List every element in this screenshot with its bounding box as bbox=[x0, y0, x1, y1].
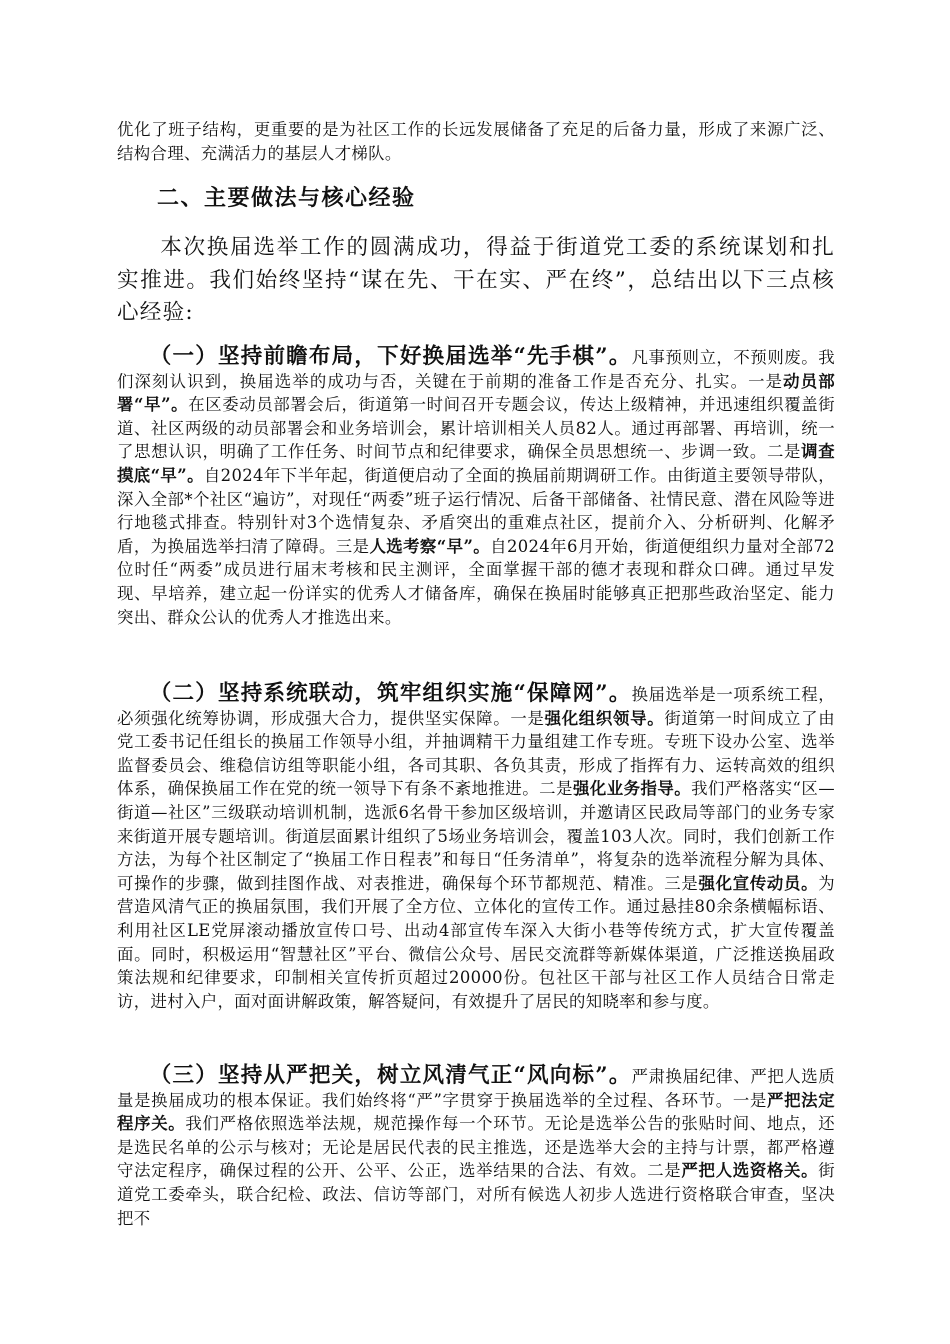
intro-paragraph: 本次换届选举工作的圆满成功，得益于街道党工委的系统谋划和扎实推进。我们始终坚持“谋在先、干在实、严在终”，总结出以下三点核心经验: bbox=[117, 235, 835, 326]
section-2-bold-3: 强化宣传动员。 bbox=[698, 873, 819, 893]
section-3-text-3: 街道党工委牵头，联合纪检、政法、信访等部门，对所有候选人初步人选进行资格联合审查，坚决把不 bbox=[117, 1161, 835, 1228]
section-2-text-1: 换届选举是一项系统工程，必须强化统筹协调，形成强大合力，提供坚实保障。一是 bbox=[117, 685, 835, 728]
section-2-text-4: 为营造风清气正的换届氛围，我们开展了全方位、立体化的宣传工作。通过悬挂80余条横幅标语、利用社区LE党屏滚动播放宣传口号、出动4部宣传车深入大街小巷等传统方式，扩大宣传覆盖面。同时，积极运用“智慧社区”平台、微信公众号、居民交流群等新媒体渠道，广泛推送换届政策法规和纪律要求，印制相关宣传折页超过20000份。包社区干部与社区工作人员结合日常走访，进村入户，面对面讲解政策，解答疑问，有效提升了居民的知晓率和参与度。 bbox=[117, 873, 835, 1011]
section-1-bold-1: 动员部署“早”。 bbox=[117, 371, 835, 415]
section-1-bold-2: 调查摸底“早”。 bbox=[117, 442, 836, 485]
section-3-bold-1: 严把法定程序关。 bbox=[117, 1090, 836, 1134]
section-1-bold-3: 人选考察“早”。 bbox=[369, 536, 491, 556]
section-1-paragraph bbox=[117, 345, 835, 629]
section-2-bold-2: 强化业务指导。 bbox=[572, 779, 692, 799]
section-3-paragraph bbox=[117, 1064, 835, 1230]
section-2-text-2: 街道第一时间成立了由党工委书记任组长的换届工作领导小组，并抽调精干力量组建工作专班。专班下设办公室、选举监督委员会、维稳信访组等职能小组，各司其职、各负其责，形成了指挥有力、运转高效的组织体系，确保换届工作在党的统一领导下有条不紊地推进。二是 bbox=[117, 708, 836, 799]
section-1-text-2: 在区委动员部署会后，街道第一时间召开专题会议，传达上级精神，并迅速组织覆盖街道、社区两级的动员部署会和业务培训会，累计培训相关人员82人。通过再部署、再培训，统一了思想认识，明确了工作任务、时间节点和纪律要求，确保全员思想统一、步调一致。二是 bbox=[117, 395, 835, 462]
section-1-text-1: 凡事预则立，不预则废。我们深刻认识到，换届选举的成功与否，关键在于前期的准备工作是否充分、扎实。一是 bbox=[117, 348, 835, 391]
section-1-title: （一）坚持前瞻布局，下好换届选举“先手棋”。 bbox=[149, 344, 632, 369]
paragraph-continuation: 优化了班子结构，更重要的是为社区工作的长远发展储备了充足的后备力量，形成了来源广泛、结构合理、充满活力的基层人才梯队。 bbox=[117, 120, 835, 163]
section-2-text-3: 我们严格落实“区—街道—社区”三级联动培训机制，选派6名骨干参加区级培训，并邀请区民政局等部门的业务专家来街道开展专题培训。街道层面累计组织了5场业务培训会，覆盖103人次。同时，我们创新工作方法，为每个社区制定了“换届工作日程表”和每日“任务清单”，将复杂的选举流程分解为具体、可操作的步骤，做到挂图作战、对表推进，确保每个环节都规范、精准。三是 bbox=[117, 779, 835, 893]
section-2-bold-1: 强化组织领导。 bbox=[544, 708, 665, 728]
section-3-text-1: 严肃换届纪律、严把人选质量是换届成功的根本保证。我们始终将“严”字贯穿于换届选举的全过程、各环节。一是 bbox=[117, 1067, 835, 1110]
section-1-text-3: 自2024年下半年起，街道便启动了全面的换届前期调研工作。由街道主要领导带队，深入全部*个社区“遍访”，对现任“两委”班子运行情况、后备干部储备、社情民意、潜在风险等进行地毯式排查。特别针对3个选情复杂、矛盾突出的重难点社区，提前介入、分析研判、化解矛盾，为换届选举扫清了障碍。三是 bbox=[117, 465, 835, 556]
section-1-text-4: 自2024年6月开始，街道便组织力量对全部72位时任“两委”成员进行届末考核和民主测评，全面掌握干部的德才表现和群众口碑。通过早发现、早培养，建立起一份详实的优秀人才储备库，确保在换届时能够真正把那些政治坚定、能力突出、群众公认的优秀人才推选出来。 bbox=[117, 536, 836, 627]
section-3-title: （三）坚持从严把关，树立风清气正“风向标”。 bbox=[149, 1063, 632, 1088]
section-2-title: （二）坚持系统联动，筑牢组织实施“保障网”。 bbox=[149, 681, 632, 706]
section-3-bold-2: 严把人选资格关。 bbox=[681, 1161, 819, 1181]
section-3-text-2: 我们严格依照选举法规，规范操作每一个环节。无论是选举公告的张贴时间、地点，还是选民名单的公示与核对；无论是居民代表的民主推选，还是选举大会的主持与计票，都严格遵守法定程序，确保过程的公开、公平、公正，选举结果的合法、有效。二是 bbox=[117, 1114, 835, 1181]
section-2-paragraph bbox=[117, 682, 835, 1013]
section-heading-2: 二、主要做法与核心经验 bbox=[157, 185, 416, 211]
